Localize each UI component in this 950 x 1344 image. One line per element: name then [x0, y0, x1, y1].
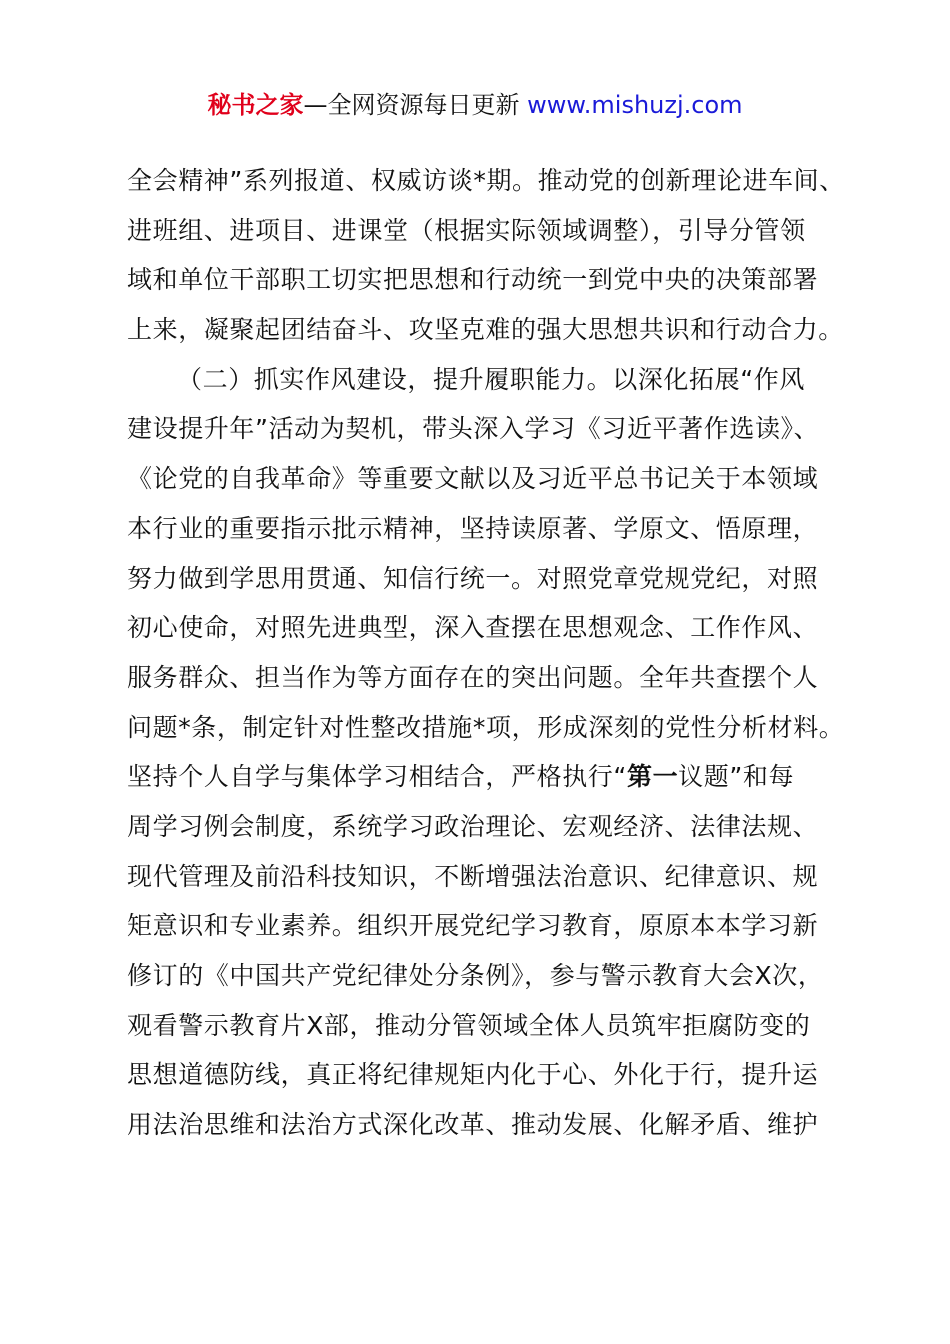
text-line: 域和单位干部职工切实把思想和行动统一到党中央的决策部署	[127, 265, 819, 295]
text-line: 努力做到学思用贯通、知信行统一。对照党章党规党纪，对照	[127, 563, 819, 593]
text-line: 进班组、进项目、进课堂（根据实际领域调整），引导分管领	[127, 215, 806, 245]
text-line: 修订的《中国共产党纪律处分条例》，参与警示教育大会X次，	[127, 961, 824, 990]
text-line: 服务群众、担当作为等方面存在的突出问题。全年共查摆个人	[127, 662, 819, 692]
text-segment: 坚持个人自学与集体学习相结合，严格执行“	[127, 762, 627, 792]
text-line	[127, 752, 867, 802]
text-line: 现代管理及前沿科技知识，不断增强法治意识、纪律意识、规	[127, 861, 819, 891]
bold-text: 第一	[626, 762, 679, 792]
text-line: 建设提升年”活动为契机，带头深入学习《习近平著作选读》、	[127, 414, 820, 444]
text-line: 上来，凝聚起团结奋斗、攻坚克难的强大思想共识和行动合力。	[127, 315, 844, 345]
text-line: 本行业的重要指示批示精神，坚持读原著、学原文、悟原理，	[127, 513, 819, 543]
section-heading-line: （二）抓实作风建设，提升履职能力。以深化拓展“作风	[177, 364, 805, 394]
site-url-link[interactable]: www.mishuzj.com	[527, 91, 743, 119]
text-line: 周学习例会制度，系统学习政治理论、宏观经济、法律法规、	[127, 811, 819, 841]
site-header	[0, 88, 950, 122]
text-line: 矩意识和专业素养。组织开展党纪学习教育，原原本本学习新	[127, 911, 819, 941]
site-brand: 秘书之家	[207, 91, 304, 119]
text-line: 观看警示教育片X部，推动分管领域全体人员筑牢拒腐防变的	[127, 1010, 811, 1040]
document-body	[127, 156, 867, 1150]
text-line: 思想道德防线，真正将纪律规矩内化于心、外化于行，提升运	[127, 1060, 819, 1090]
text-segment: 议题”和每	[678, 762, 795, 792]
text-line: 全会精神”系列报道、权威访谈*期。推动党的创新理论进车间、	[127, 166, 845, 195]
text-line: 用法治思维和法治方式深化改革、推动发展、化解矛盾、维护	[127, 1110, 819, 1140]
text-line: 《论党的自我革命》等重要文献以及习近平总书记关于本领域	[127, 464, 819, 494]
text-line: 问题*条，制定针对性整改措施*项，形成深刻的党性分析材料。	[127, 712, 845, 742]
site-tagline: —全网资源每日更新	[303, 91, 528, 119]
text-line: 初心使命，对照先进典型，深入查摆在思想观念、工作作风、	[127, 613, 819, 643]
